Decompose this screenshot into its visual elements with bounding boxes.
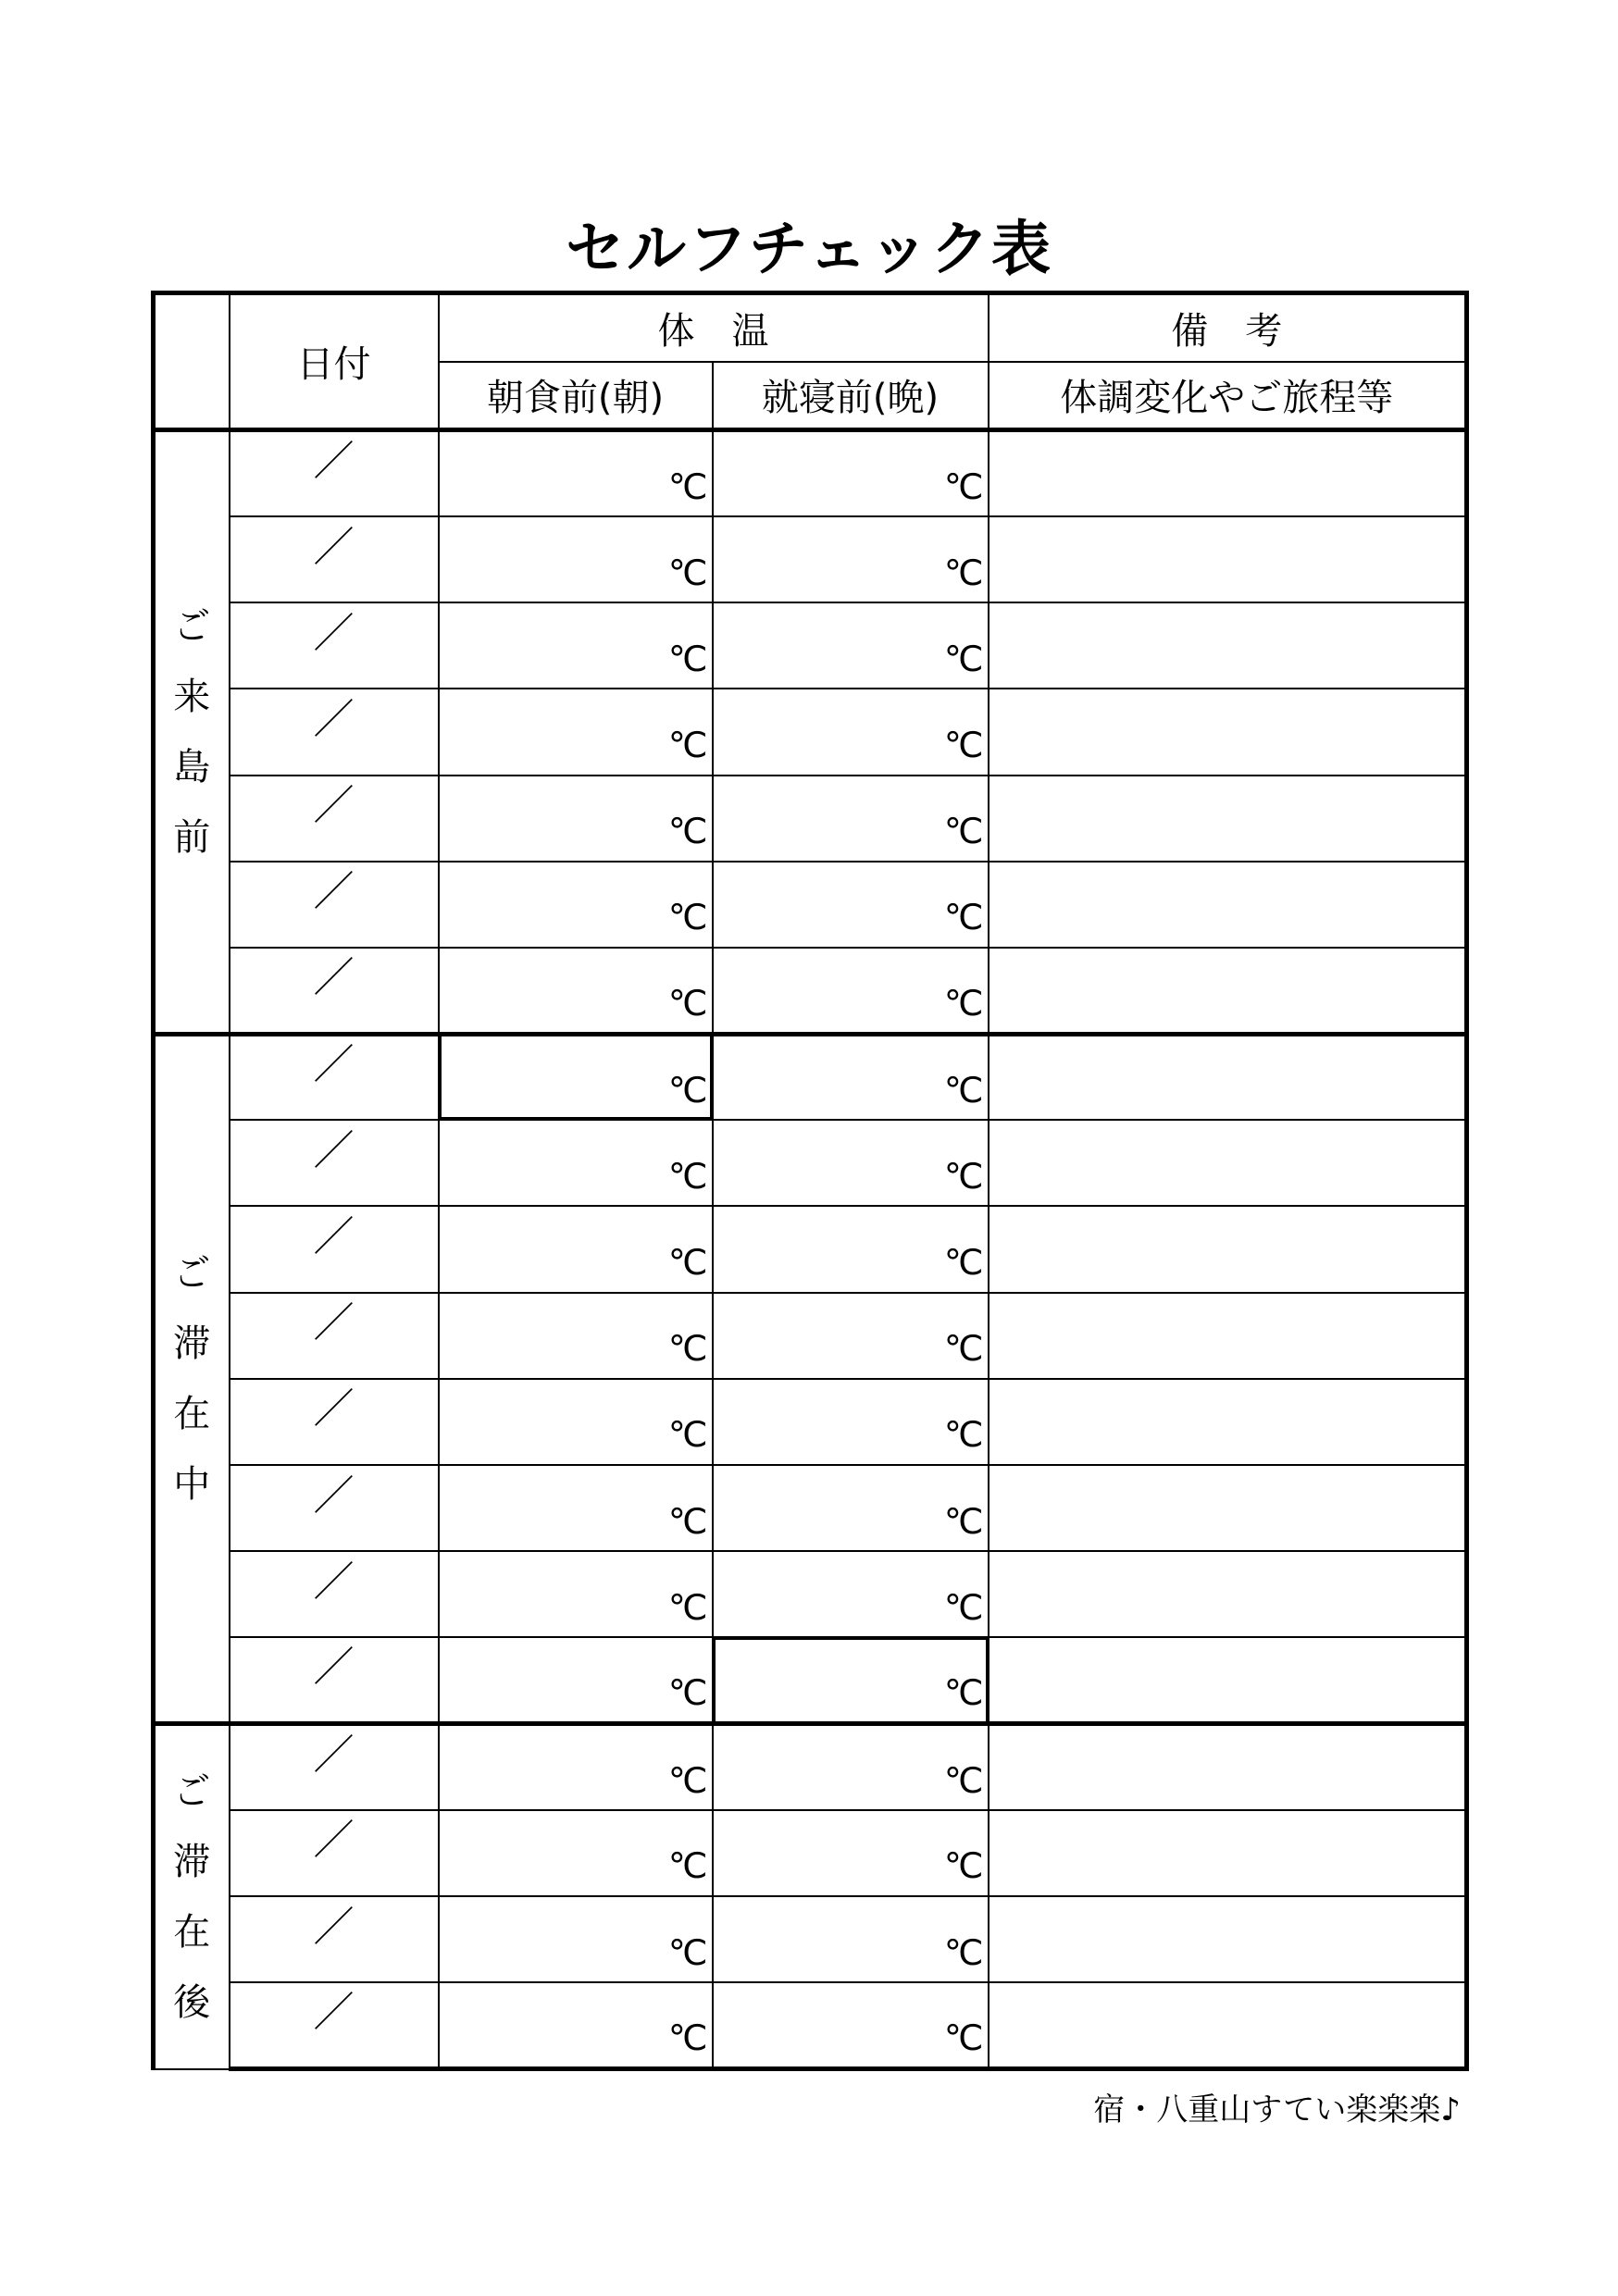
- temp-unit: ℃: [943, 1328, 984, 1370]
- temp-unit: ℃: [943, 897, 984, 938]
- temp-unit: ℃: [667, 1672, 708, 1714]
- header-night: 就寝前(晩): [713, 362, 989, 430]
- temp-morning-cell[interactable]: [439, 1896, 713, 1982]
- temp-morning-cell[interactable]: [439, 1293, 713, 1379]
- temp-unit: ℃: [667, 552, 708, 593]
- temp-unit: ℃: [667, 811, 708, 852]
- temp-morning-cell[interactable]: [439, 516, 713, 602]
- table-row: [154, 862, 1467, 948]
- header-temperature: 体 温: [439, 293, 989, 362]
- notes-cell[interactable]: [989, 776, 1467, 862]
- section-label-char: ご: [173, 1251, 211, 1295]
- temp-night-cell[interactable]: [713, 948, 989, 1034]
- table-row: [154, 516, 1467, 602]
- temp-morning-cell[interactable]: [439, 948, 713, 1034]
- header-date: 日付: [230, 293, 439, 430]
- temp-unit: ℃: [943, 982, 984, 1024]
- notes-cell[interactable]: [989, 430, 1467, 516]
- temp-unit: ℃: [667, 1242, 708, 1284]
- section-label-char: 後: [173, 1980, 211, 2024]
- date-separator: ／: [313, 523, 355, 571]
- temp-morning-cell[interactable]: [439, 1551, 713, 1637]
- temp-night-cell[interactable]: [713, 1120, 989, 1206]
- table-row: [154, 1206, 1467, 1292]
- temp-unit: ℃: [667, 1845, 708, 1887]
- table-row: [154, 1810, 1467, 1896]
- table-row: [154, 1293, 1467, 1379]
- temp-unit: ℃: [667, 1500, 708, 1542]
- temp-night-cell[interactable]: [713, 1896, 989, 1982]
- date-separator: ／: [313, 1989, 355, 2037]
- table-row: [154, 776, 1467, 862]
- notes-cell[interactable]: [989, 1637, 1467, 1723]
- table-row: [154, 948, 1467, 1034]
- date-cell[interactable]: [230, 689, 439, 775]
- temp-morning-cell[interactable]: [439, 1465, 713, 1551]
- date-separator: ／: [313, 438, 355, 486]
- date-separator: ／: [313, 868, 355, 916]
- temp-night-cell[interactable]: [713, 1810, 989, 1896]
- temp-night-cell[interactable]: [713, 1551, 989, 1637]
- temp-unit: ℃: [667, 638, 708, 679]
- table-row: [154, 1034, 1467, 1120]
- temp-unit: ℃: [943, 1500, 984, 1542]
- temp-unit: ℃: [943, 1672, 984, 1714]
- temp-morning-cell[interactable]: [439, 862, 713, 948]
- notes-cell[interactable]: [989, 948, 1467, 1034]
- temp-night-cell[interactable]: [713, 1379, 989, 1465]
- temp-unit: ℃: [943, 1155, 984, 1197]
- temp-unit: ℃: [943, 724, 984, 765]
- temp-unit: ℃: [943, 2017, 984, 2059]
- date-cell[interactable]: [230, 1810, 439, 1896]
- temp-unit: ℃: [667, 1155, 708, 1197]
- temp-unit: ℃: [943, 1070, 984, 1111]
- temp-morning-cell[interactable]: [439, 1982, 713, 2068]
- section-label: [154, 1724, 230, 2069]
- date-cell[interactable]: [230, 1637, 439, 1723]
- table-row: [154, 602, 1467, 689]
- table-row: [154, 689, 1467, 775]
- date-cell[interactable]: [230, 430, 439, 516]
- temp-night-cell[interactable]: [713, 1465, 989, 1551]
- date-separator: ／: [313, 1385, 355, 1433]
- temp-unit: ℃: [943, 552, 984, 593]
- temp-unit: ℃: [667, 724, 708, 765]
- date-separator: ／: [313, 1041, 355, 1089]
- date-cell[interactable]: [230, 1551, 439, 1637]
- notes-cell[interactable]: [989, 1379, 1467, 1465]
- date-separator: ／: [313, 1213, 355, 1261]
- date-separator: ／: [313, 1471, 355, 1520]
- temp-unit: ℃: [667, 1931, 708, 1973]
- temp-unit: ℃: [667, 466, 708, 508]
- notes-cell[interactable]: [989, 1810, 1467, 1896]
- date-cell[interactable]: [230, 776, 439, 862]
- header-notes: 備 考: [989, 293, 1467, 362]
- date-separator: ／: [313, 695, 355, 743]
- temp-night-cell[interactable]: [713, 862, 989, 948]
- notes-cell[interactable]: [989, 1206, 1467, 1292]
- temp-unit: ℃: [943, 1931, 984, 1973]
- temp-unit: ℃: [943, 638, 984, 679]
- date-separator: ／: [313, 1644, 355, 1692]
- date-separator: ／: [313, 1903, 355, 1951]
- temp-night-cell[interactable]: [713, 430, 989, 516]
- date-cell[interactable]: [230, 602, 439, 689]
- temp-night-cell[interactable]: [713, 1982, 989, 2068]
- footer-credit: 宿・八重山すてい楽楽楽♪: [1093, 2091, 1461, 2128]
- notes-cell[interactable]: [989, 862, 1467, 948]
- notes-cell[interactable]: [989, 1465, 1467, 1551]
- temp-night-cell[interactable]: [713, 1206, 989, 1292]
- notes-cell[interactable]: [989, 1982, 1467, 2068]
- notes-cell[interactable]: [989, 1293, 1467, 1379]
- temp-night-cell[interactable]: [713, 516, 989, 602]
- section-label-char: 滞: [173, 1322, 211, 1365]
- temp-morning-cell[interactable]: [439, 689, 713, 775]
- temp-unit: ℃: [943, 1586, 984, 1628]
- header-notes-sub: 体調変化やご旅程等: [989, 362, 1467, 430]
- temp-night-cell[interactable]: [713, 1293, 989, 1379]
- table-row: [154, 1724, 1467, 1810]
- temp-unit: ℃: [667, 1414, 708, 1456]
- table-row: [154, 1896, 1467, 1982]
- notes-cell[interactable]: [989, 1120, 1467, 1206]
- date-cell[interactable]: [230, 1465, 439, 1551]
- temp-unit: ℃: [667, 2017, 708, 2059]
- temp-unit: ℃: [943, 1845, 984, 1887]
- date-cell[interactable]: [230, 1896, 439, 1982]
- section-label-char: 滞: [173, 1840, 211, 1883]
- date-separator: ／: [313, 1126, 355, 1174]
- temp-unit: ℃: [943, 466, 984, 508]
- table-row: [154, 1982, 1467, 2068]
- date-separator: ／: [313, 782, 355, 830]
- section-label-char: 島: [173, 745, 211, 788]
- temp-morning-cell[interactable]: [439, 1379, 713, 1465]
- notes-cell[interactable]: [989, 1034, 1467, 1120]
- temp-morning-cell[interactable]: [439, 1120, 713, 1206]
- section-label: [154, 1034, 230, 1724]
- date-separator: ／: [313, 1299, 355, 1347]
- temp-unit: ℃: [667, 1070, 708, 1111]
- page-title: セルフチェック表: [565, 216, 1053, 284]
- section-label-char: 中: [173, 1462, 211, 1506]
- temp-unit: ℃: [943, 1414, 984, 1456]
- section-label-char: 来: [173, 675, 211, 718]
- temp-morning-cell[interactable]: [439, 1724, 713, 1810]
- notes-cell[interactable]: [989, 689, 1467, 775]
- section-label-char: ご: [173, 604, 211, 648]
- section-label-char: 在: [173, 1392, 211, 1435]
- table-row: [154, 1379, 1467, 1465]
- notes-cell[interactable]: [989, 1551, 1467, 1637]
- temp-night-cell[interactable]: [713, 776, 989, 862]
- temp-night-cell[interactable]: [713, 689, 989, 775]
- date-cell[interactable]: [230, 1293, 439, 1379]
- temp-morning-cell[interactable]: [439, 1810, 713, 1896]
- table-row: [154, 1465, 1467, 1551]
- date-cell[interactable]: [230, 1379, 439, 1465]
- temp-unit: ℃: [667, 982, 708, 1024]
- temp-morning-cell[interactable]: [439, 1034, 713, 1120]
- temp-night-cell[interactable]: [713, 1637, 989, 1723]
- temp-unit: ℃: [943, 1242, 984, 1284]
- date-cell[interactable]: [230, 1120, 439, 1206]
- temp-unit: ℃: [667, 1586, 708, 1628]
- header-morning: 朝食前(朝): [439, 362, 713, 430]
- notes-cell[interactable]: [989, 1896, 1467, 1982]
- date-cell[interactable]: [230, 1034, 439, 1120]
- date-separator: ／: [313, 1817, 355, 1865]
- section-label-char: 前: [173, 815, 211, 859]
- table-row: [154, 1551, 1467, 1637]
- date-cell[interactable]: [230, 516, 439, 602]
- table-row: [154, 430, 1467, 516]
- date-cell[interactable]: [230, 1724, 439, 1810]
- date-separator: ／: [313, 1731, 355, 1779]
- temp-unit: ℃: [667, 1759, 708, 1801]
- self-check-table: [151, 291, 1469, 2071]
- date-separator: ／: [313, 1558, 355, 1606]
- temp-morning-cell[interactable]: [439, 1206, 713, 1292]
- temp-morning-cell[interactable]: [439, 602, 713, 689]
- temp-night-cell[interactable]: [713, 602, 989, 689]
- temp-unit: ℃: [943, 1759, 984, 1801]
- temp-night-cell[interactable]: [713, 1724, 989, 1810]
- section-label: [154, 430, 230, 1034]
- temp-morning-cell[interactable]: [439, 1637, 713, 1723]
- date-cell[interactable]: [230, 1982, 439, 2068]
- header-corner: [154, 293, 230, 430]
- date-separator: ／: [313, 609, 355, 657]
- temp-morning-cell[interactable]: [439, 430, 713, 516]
- date-cell[interactable]: [230, 862, 439, 948]
- temp-unit: ℃: [943, 811, 984, 852]
- notes-cell[interactable]: [989, 1724, 1467, 1810]
- temp-unit: ℃: [667, 897, 708, 938]
- temp-night-cell[interactable]: [713, 1034, 989, 1120]
- notes-cell[interactable]: [989, 602, 1467, 689]
- date-cell[interactable]: [230, 1206, 439, 1292]
- notes-cell[interactable]: [989, 516, 1467, 602]
- section-label-char: 在: [173, 1910, 211, 1954]
- date-cell[interactable]: [230, 948, 439, 1034]
- temp-unit: ℃: [667, 1328, 708, 1370]
- temp-morning-cell[interactable]: [439, 776, 713, 862]
- date-separator: ／: [313, 953, 355, 1001]
- table-row: [154, 1120, 1467, 1206]
- table-row: [154, 1637, 1467, 1723]
- section-label-char: ご: [173, 1769, 211, 1813]
